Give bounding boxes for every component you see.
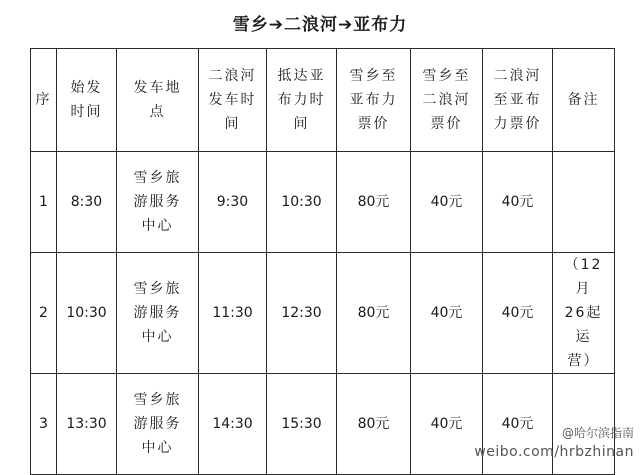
cell-no: 3 bbox=[31, 374, 57, 475]
watermark-handle: @哈尔滨指南 bbox=[561, 426, 634, 440]
header-cell-fare-xy-elh: 雪乡至 二浪河 票价 bbox=[411, 49, 483, 152]
cell-location: 雪乡旅 游服务 中心 bbox=[117, 374, 199, 475]
cell-remark: （12月 26起运 营） bbox=[553, 253, 615, 374]
cell-erlanghe-time: 9:30 bbox=[199, 152, 267, 253]
cell-depart-time: 8:30 bbox=[57, 152, 117, 253]
cell-depart-time: 10:30 bbox=[57, 253, 117, 374]
cell-no: 2 bbox=[31, 253, 57, 374]
cell-erlanghe-time: 14:30 bbox=[199, 374, 267, 475]
cell-erlanghe-time: 11:30 bbox=[199, 253, 267, 374]
cell-remark bbox=[553, 152, 615, 253]
table-row bbox=[31, 253, 615, 374]
cell-fare-xy-yb: 80元 bbox=[337, 374, 411, 475]
cell-no: 1 bbox=[31, 152, 57, 253]
header-cell-remark: 备注 bbox=[553, 49, 615, 152]
cell-fare-elh-yb: 40元 bbox=[483, 374, 553, 475]
page-title: 雪乡➔二浪河➔亚布力 bbox=[232, 15, 408, 35]
cell-depart-time: 13:30 bbox=[57, 374, 117, 475]
cell-location: 雪乡旅 游服务 中心 bbox=[117, 253, 199, 374]
watermark-url: weibo.com/hrbzhinan bbox=[474, 444, 634, 460]
weibo-watermark bbox=[474, 424, 634, 462]
cell-fare-xy-yb: 80元 bbox=[337, 253, 411, 374]
cell-arrive-time: 10:30 bbox=[267, 152, 337, 253]
cell-arrive-time: 15:30 bbox=[267, 374, 337, 475]
cell-fare-xy-elh: 40元 bbox=[411, 152, 483, 253]
cell-location: 雪乡旅 游服务 中心 bbox=[117, 152, 199, 253]
schedule-table bbox=[30, 48, 615, 475]
cell-fare-elh-yb: 40元 bbox=[483, 152, 553, 253]
cell-fare-xy-elh: 40元 bbox=[411, 374, 483, 475]
header-cell-no: 序 bbox=[31, 49, 57, 152]
header-cell-arrive-time: 抵达亚 布力时 间 bbox=[267, 49, 337, 152]
header-cell-erlanghe-time: 二浪河 发车时 间 bbox=[199, 49, 267, 152]
header-cell-depart-time: 始发 时间 bbox=[57, 49, 117, 152]
cell-fare-xy-elh: 40元 bbox=[411, 253, 483, 374]
table-row bbox=[31, 152, 615, 253]
cell-fare-elh-yb: 40元 bbox=[483, 253, 553, 374]
header-cell-location: 发车地 点 bbox=[117, 49, 199, 152]
cell-fare-xy-yb: 80元 bbox=[337, 152, 411, 253]
header-cell-fare-xy-yb: 雪乡至 亚布力 票价 bbox=[337, 49, 411, 152]
cell-arrive-time: 12:30 bbox=[267, 253, 337, 374]
table-header-row bbox=[31, 49, 615, 152]
header-cell-fare-elh-yb: 二浪河 至亚布 力票价 bbox=[483, 49, 553, 152]
